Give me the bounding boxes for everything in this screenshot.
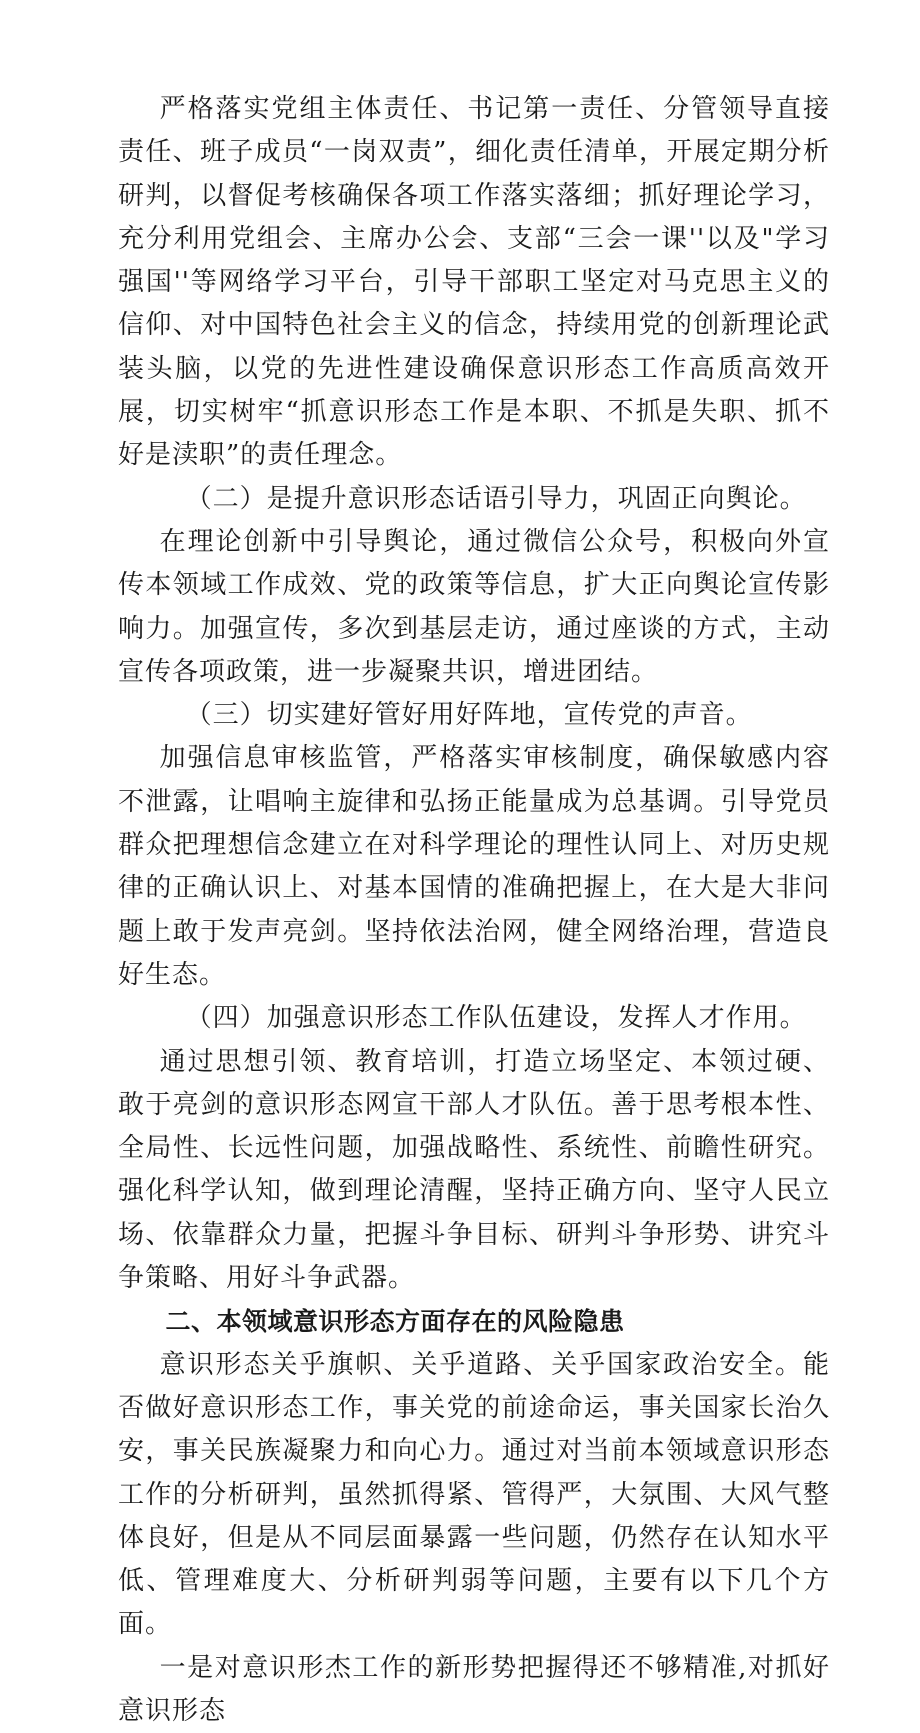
paragraph-public-opinion: 在理论创新中引导舆论，通过微信公众号，积极向外宣传本领域工作成效、党的政策等信息，扩大正向舆论宣传影响力。加强宣传，多次到基层走访，通过座谈的方式，主动宣传各项政策，进一步凝聚共识，增进团结。	[118, 526, 830, 687]
subheading-4: （四）加强意识形态工作队伍建设，发挥人才作用。	[185, 1003, 807, 1034]
paragraph-responsibility: 严格落实党组主体责任、书记第一责任、分管领导直接责任、班子成员“一岗双责”，细化责任清单，开展定期分析研判，以督促考核确保各项工作落实落细；抓好理论学习，充分利用党组会、主席办公会、支部“三会一课''以及"学习强国''等网络学习平台，引导干部职工坚定对马克思主义的信仰、对中国特色社会主义的信念，持续用党的创新理论武装头脑，以党的先进性建设确保意识形态工作高质高效开展，切实树牢“抓意识形态工作是本职、不抓是失职、抓不好是渎职”的责任理念。	[118, 94, 830, 471]
paragraph-risk-one: 一是对意识形杰工作的新形势把握得还不够精准,对抓好意识形态	[118, 1652, 830, 1726]
paragraph-risks-intro: 意识形态关乎旗帜、关乎道路、关乎国家政治安全。能否做好意识形态工作，事关党的前途命运，事关国家长治久安，事关民族凝聚力和向心力。通过对当前本领域意识形态工作的分析研判，虽然抓得紧、管得严，大氛围、大风气整体良好，但是从不同层面暴露一些问题，仍然存在认知水平低、管理难度大、分析研判弱等问题，主要有以下几个方面。	[118, 1349, 830, 1640]
paragraph-talent: 通过思想引领、教育培训，打造立场坚定、本领过硬、敢于亮剑的意识形态网宣干部人才队伍。善于思考根本性、全局性、长远性问题，加强战略性、系统性、前瞻性研究。强化科学认知，做到理论清醒，坚持正确方向、坚守人民立场、依靠群众力量，把握斗争目标、研判斗争形势、讲究斗争策略、用好斗争武器。	[118, 1046, 830, 1294]
document-page	[118, 88, 830, 1733]
paragraph-positions: 加强信息审核监管，严格落实审核制度，确保敏感内容不泄露，让唱响主旋律和弘扬正能量成为总基调。引导党员群众把理想信念建立在对科学理论的理性认同上、对历史规律的正确认识上、对基本国情的准确把握上，在大是大非问题上敢于发声亮剑。坚持依法治网，健全网络治理，营造良好生态。	[118, 743, 830, 990]
subheading-3: （三）切实建好管好用好阵地，宣传党的声音。	[185, 700, 753, 731]
section-heading-risks: 二、本领域意识形态方面存在的风险隐患	[165, 1307, 625, 1337]
subheading-2: （二）是提升意识形态话语引导力，巩固正向舆论。	[185, 483, 807, 514]
